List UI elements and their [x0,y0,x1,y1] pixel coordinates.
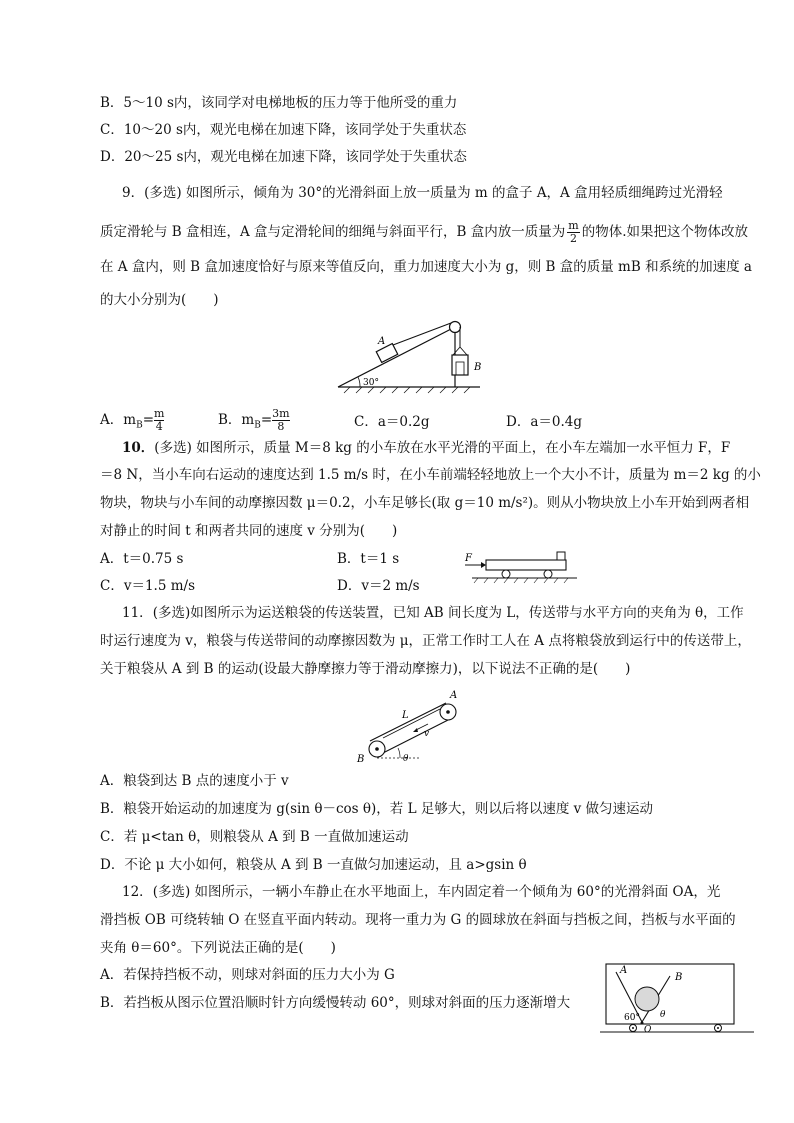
q11-velocity-arrowhead [413,728,418,732]
q10-option-a: A．t＝0.75 s [100,551,184,567]
q11-fig-label-theta: θ [403,754,409,764]
q10-cart-body [486,560,566,570]
q11-number: 11． [122,605,153,621]
q10-force-arrowhead [481,562,486,568]
q11-line1 [122,603,744,623]
q10-text1: (多选) 如图所示，质量 M＝8 kg 的小车放在水平光滑的平面上，在小车左端加一水平恒力 F，F [154,440,731,456]
q12-fig-label-b: B [675,972,683,983]
q10-block [557,552,565,560]
q11-belt-bottom [377,718,452,756]
q9-text2b: 的物体.如果把这个物体改放 [581,224,748,240]
q12-wheel-left-axle [632,1027,634,1029]
q12-line3: 夹角 θ＝60°。下列说法正确的是( ) [100,940,336,956]
q9-frac-den: 2 [569,232,577,245]
q9-opt-a-den: 4 [155,420,163,433]
q12-option-b: B．若挡板从图示位置沿顺时针方向缓慢转动 60°，则球对斜面的压力逐渐增大 [100,995,571,1011]
q9-fig-angle: 30° [363,378,379,388]
q12-ball [635,987,659,1011]
q12-text1: (多选) 如图所示，一辆小车静止在水平地面上，车内固定着一个倾角为 60°的光滑斜面 OA，光 [152,884,721,900]
q9-fraction [567,220,579,245]
q12-fig-angle: 60° [624,1013,640,1023]
q12-line2: 滑挡板 OB 可绕转轴 O 在竖直平面内转动。现将一重力为 G 的圆球放在斜面与挡板之间，挡板与水平面的 [100,912,736,928]
q9-frac-num: m [568,219,579,232]
q9-option-d: D．a＝0.4g [506,414,582,430]
q11-option-d: D．不论 μ 大小如何，粮袋从 A 到 B 一直做匀加速运动，且 a>gsin θ [100,857,527,873]
q9-angle-arc [358,377,360,387]
q9-option-a [100,408,164,436]
q10-line2: ＝8 N，当小车向右运动的速度达到 1.5 m/s 时，在小车前端轻轻地放上一个大小不计，质量为 m＝2 kg 的小 [100,467,761,483]
q11-roller-b-axle [375,747,379,751]
q9-line4: 的大小分别为( ) [100,292,219,308]
q10-cart-figure [462,546,582,586]
q9-opt-a-sub: B [136,420,143,431]
q8-option-b: B．5～10 s内，该同学对电梯地板的压力等于他所受的重力 [100,95,458,111]
q11-option-c: C．若 μ<tan θ，则粮袋从 A 到 B 一直做加速运动 [100,829,409,845]
q9-text1: (多选) 如图所示，倾角为 30°的光滑斜面上放一质量为 m 的盒子 A，A 盒用轻质细绳跨过光滑轻 [144,185,723,201]
q11-length-marker [383,709,440,738]
q11-fig-label-b: B [357,754,365,765]
q9-incline-surface [338,327,455,387]
q9-option-b [218,408,290,436]
q11-text1: (多选)如图所示为运送粮袋的传送装置，已知 AB 间长度为 L，传送带与水平方向的夹角为 θ，工作 [152,605,744,621]
q12-number: 12． [122,884,153,900]
q11-option-b: B．粮袋开始运动的加速度为 g(sin θ－cos θ)，若 L 足够大，则以后将以速度 v 做匀速运动 [100,801,654,817]
q12-fig-label-a: A [620,965,628,976]
q9-option-c: C．a＝0.2g [354,414,430,430]
q10-option-b: B．t＝1 s [337,551,400,567]
q12-wheel-right-axle [717,1027,719,1029]
q11-fig-label-v: v [424,729,430,739]
q11-option-a: A．粮袋到达 B 点的速度小于 v [100,773,289,789]
q11-line3: 关于粮袋从 A 到 B 的运动(设最大静摩擦力等于滑动摩擦力)，以下说法不正确的是( ) [100,661,631,677]
q11-angle-arc [398,748,400,758]
q10-ground-hatching [474,578,568,583]
q12-option-a: A．若保持挡板不动，则球对斜面的压力大小为 G [100,967,395,983]
q11-roller-a-axle [446,710,450,714]
q11-line2: 时运行速度为 v，粮袋与传送带间的动摩擦因数为 μ，正常工作时工人在 A 点将粮袋放到运行中的传送带上， [100,633,751,649]
q9-opt-b-den: 8 [277,420,285,433]
q10-number: 10． [122,440,155,456]
q9-opt-a-prefix: A．m [100,412,137,428]
q9-box-b [452,355,468,375]
q12-cart-figure [598,960,758,1036]
q9-fig-label-a: A [378,336,386,347]
q9-line1 [122,183,723,203]
q12-fig-label-o: O [644,1025,652,1035]
q10-line1 [122,438,730,458]
q9-line2 [100,220,748,245]
q9-opt-a-num: m [154,407,165,420]
q9-line3: 在 A 盒内，则 B 盒加速度恰好与原来等值反向，重力加速度大小为 g，则 B 盒的质量 mB 和系统的加速度 a [100,259,752,275]
q9-opt-a-frac [154,408,164,433]
q9-pulley [450,322,461,333]
q10-option-d: D．v＝2 m/s [337,578,420,594]
q11-fig-label-a: A [450,690,458,701]
q8-option-c: C．10～20 s内，观光电梯在加速下降，该同学处于失重状态 [100,122,467,138]
q9-opt-b-eq: = [260,412,273,428]
q9-opt-b-num: 3m [272,407,290,420]
q10-wheel-right [544,570,552,578]
q10-line4: 对静止的时间 t 和两者共同的速度 v 分别为( ) [100,523,398,539]
q9-fig-label-b: B [474,362,482,373]
q12-fig-label-theta: θ [660,1010,666,1020]
q9-opt-b-prefix: B．m [218,412,255,428]
q10-wheel-left [502,570,510,578]
q10-fig-label-f: F [465,553,472,564]
q10-line3: 物块，物块与小车间的动摩擦因数 μ＝0.2，小车足够长(取 g＝10 m/s²)。则从小物块放上小车开始到两者相 [100,495,750,511]
q11-fig-label-l: L [402,710,409,721]
q9-opt-b-sub: B [254,420,261,431]
q9-incline-figure [330,315,500,395]
q12-line1 [122,882,720,902]
q11-belt-top [370,703,446,741]
q9-opt-b-frac [272,408,289,433]
q9-number: 9． [122,185,145,201]
q8-option-d: D．20～25 s内，观光电梯在加速下降，该同学处于失重状态 [100,149,467,165]
q11-conveyor-figure [350,688,470,768]
q10-option-c: C．v＝1.5 m/s [100,578,195,594]
q9-text2a: 质定滑轮与 B 盒相连，A 盒与定滑轮间的细绳与斜面平行，B 盒内放一质量为 [100,224,566,240]
q9-opt-a-eq: = [142,412,154,428]
